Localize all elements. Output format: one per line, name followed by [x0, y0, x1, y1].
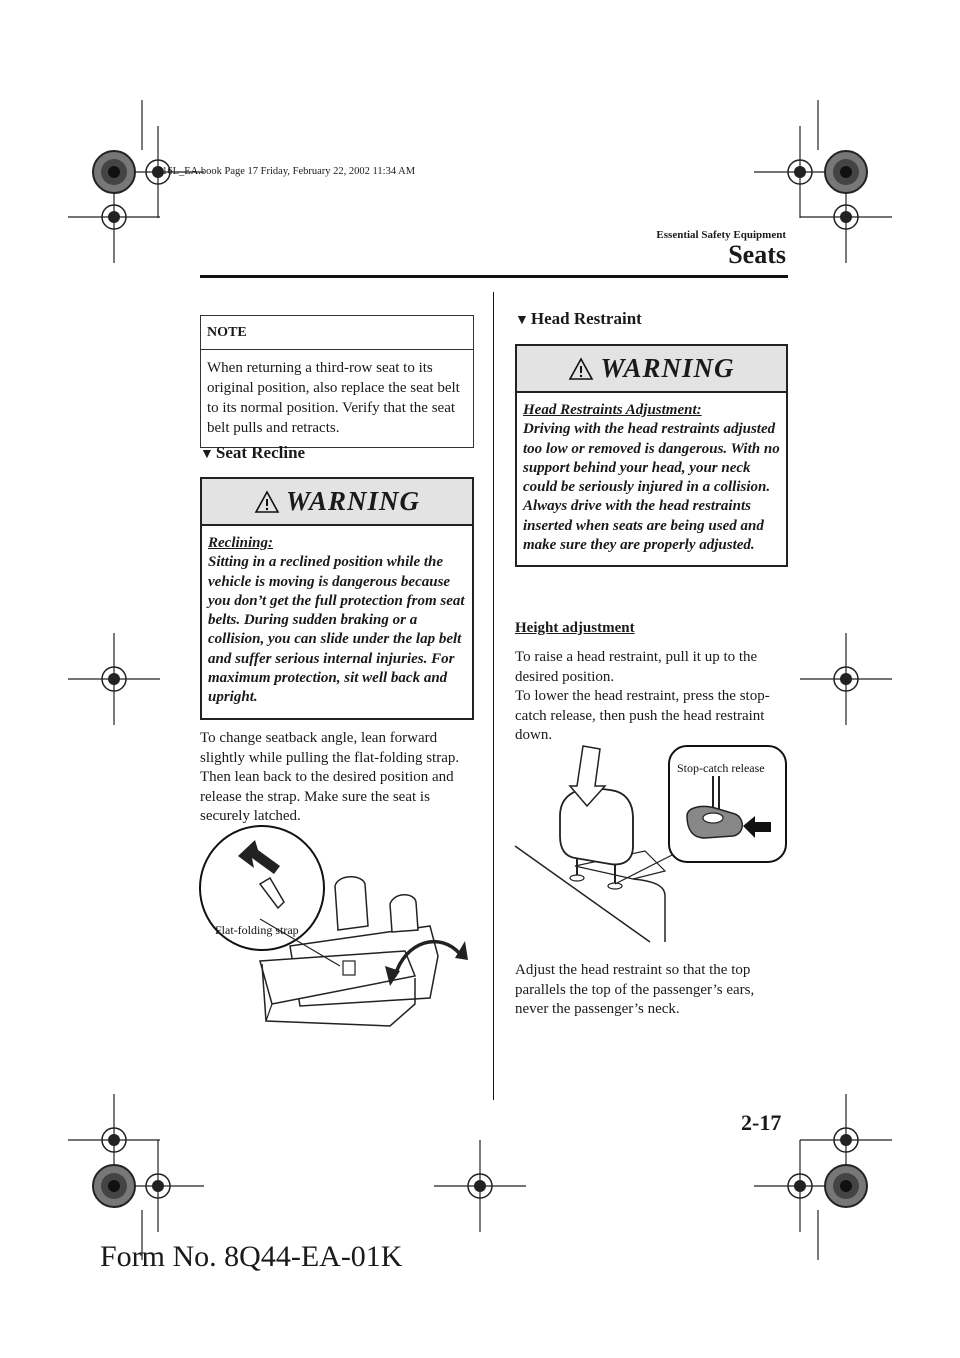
warning-box-recline [200, 477, 474, 720]
warning-text: Sitting in a reclined position while the vehicle is moving is dangerous because you don’t get the full protection from seat belts. During sudden braking or a collision, you can slide under the lap belt and suffer serious internal injuries. For maximum protection, sit well back and upright. [208, 554, 465, 706]
note-text: When returning a third-row seat to its original position, also replace the seat belt to its normal position. Verify that the seat belt pulls and retracts. [207, 360, 460, 436]
registration-mark-mid-right [800, 633, 892, 725]
warning-subtitle: Head Restraints Adjustment: [523, 402, 702, 418]
form-number: Form No. 8Q44-EA-01K [100, 1240, 403, 1273]
color-wheel-bottom-right [825, 1165, 867, 1207]
stop-catch-release-label: Stop-catch release [677, 761, 765, 775]
flat-folding-strap-label: Flat-folding strap [215, 923, 299, 937]
height-adjustment-heading: Height adjustment [515, 620, 635, 636]
seat-recline-heading: ▼ Seat Recline [200, 443, 306, 462]
triangle-bullet-icon: ▼ [515, 313, 529, 328]
color-wheel-top-right [825, 151, 867, 193]
triangle-bullet-icon: ▼ [200, 447, 214, 462]
color-wheel-top-left [93, 151, 135, 193]
section-name: Essential Safety Equipment [656, 229, 786, 241]
adjust-guidance: Adjust the head restraint so that the top parallels the top of the passenger’s ears, never the passenger’s neck. [515, 962, 755, 1017]
warning-header [517, 346, 786, 393]
warning-triangle-icon [568, 357, 594, 381]
note-box [200, 315, 474, 448]
page-title: Seats [728, 240, 786, 269]
column-divider [493, 292, 494, 1100]
warning-label: WARNING [600, 353, 735, 383]
warning-label: WARNING [285, 486, 421, 516]
seat-recline-figure [200, 826, 472, 1060]
page-number: 2-17 [741, 1110, 782, 1135]
warning-box-head-restraint [515, 344, 788, 567]
seat-recline-body: To change seatback angle, lean forward slightly while pulling the flat-folding strap. Then lean back to the desired position and release the strap. Make sure the seat is securely latched. [200, 730, 460, 824]
lower-instruction: To lower the head restraint, press the stop-catch release, then push the head restraint down. [515, 688, 770, 743]
warning-header [202, 479, 472, 526]
warning-subtitle: Reclining: [208, 535, 274, 551]
header-rule [200, 275, 788, 278]
registration-mark-mid-left [68, 633, 160, 725]
head-restraint-figure [515, 746, 787, 946]
head-restraint-heading: ▼ Head Restraint [515, 309, 642, 328]
book-meta: J16L_EA.book Page 17 Friday, February 22, 2002 11:34 AM [158, 166, 416, 177]
registration-mark-bottom-center [434, 1140, 526, 1232]
warning-text: Driving with the head restraints adjusted too low or removed is dangerous. With no support behind your head, your neck could be seriously injured in a collision. Always drive with the head restraints inserted when seats are being used and make sure they are properly adjusted. [523, 421, 780, 554]
note-heading: NOTE [201, 316, 473, 350]
raise-instruction: To raise a head restraint, pull it up to the desired position. [515, 649, 758, 685]
warning-triangle-icon [254, 490, 280, 514]
color-wheel-bottom-left [93, 1165, 135, 1207]
